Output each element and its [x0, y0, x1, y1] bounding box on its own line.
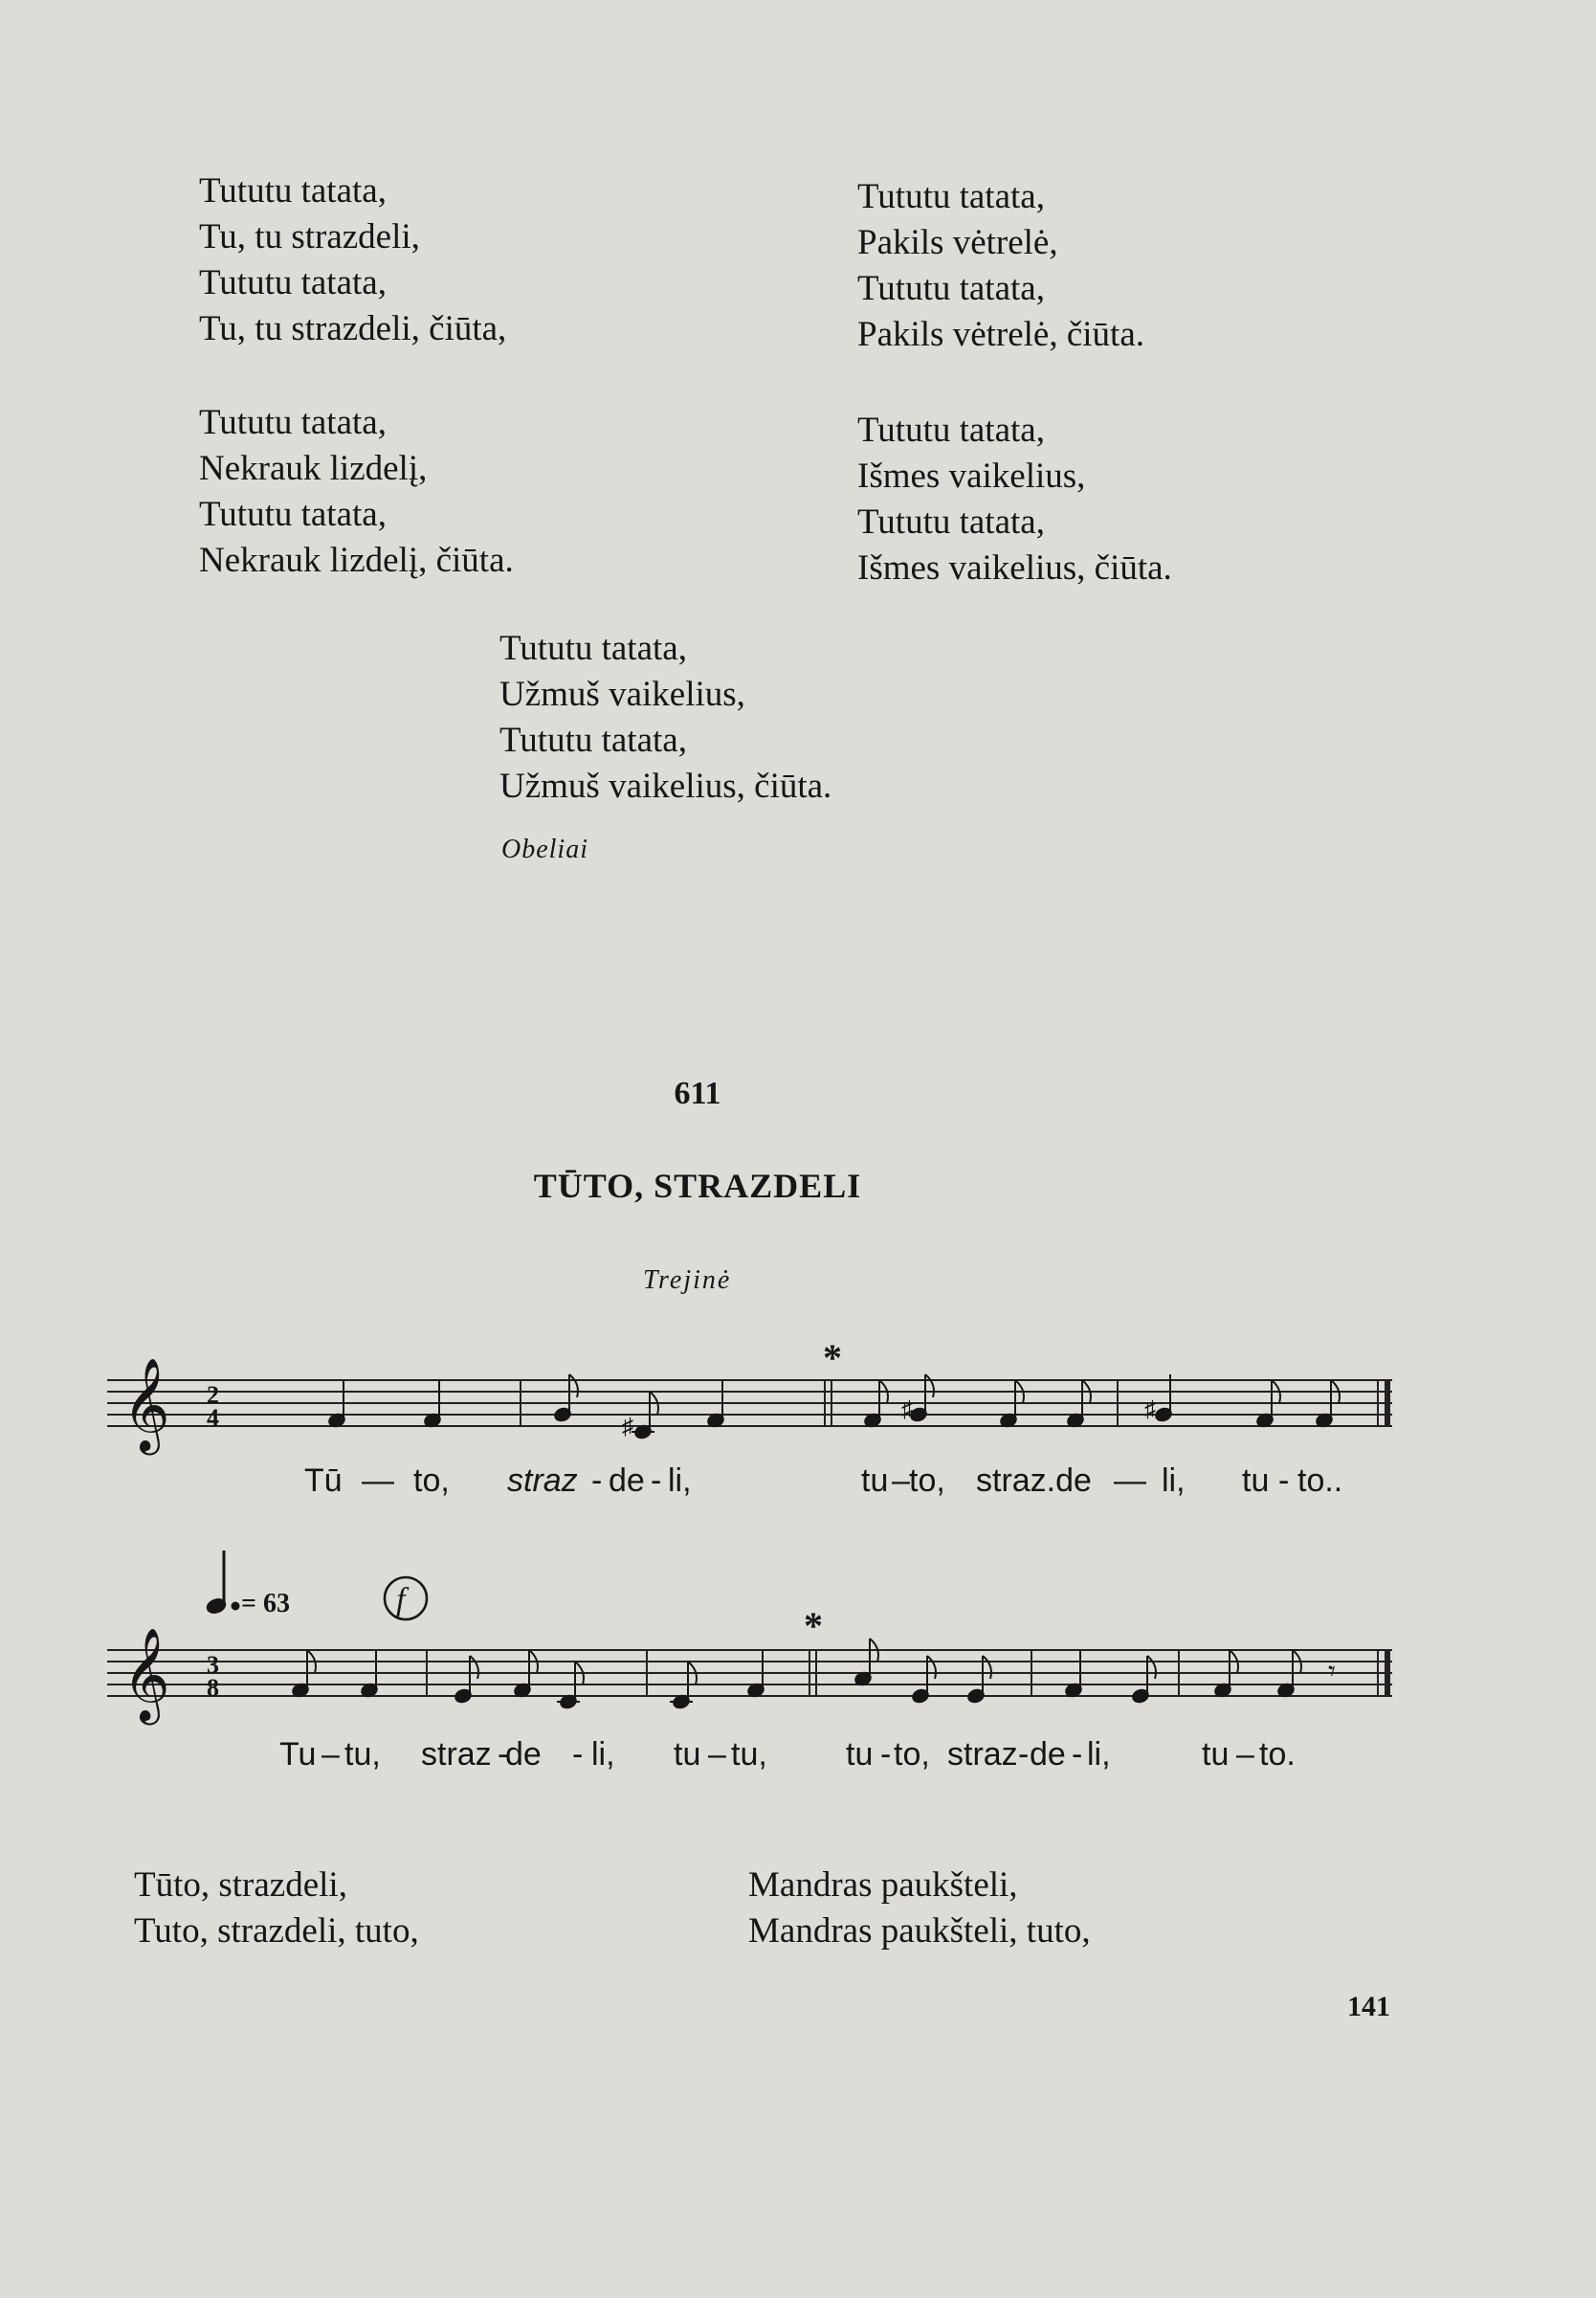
- lyric-syllable: tu: [1202, 1736, 1230, 1773]
- lyric-syllable: —: [1114, 1462, 1146, 1499]
- svg-text:♯: ♯: [1144, 1397, 1156, 1422]
- eighth-note: [632, 1392, 658, 1439]
- song-number: 611: [674, 1076, 721, 1111]
- stanza-3: [199, 400, 514, 584]
- verse-line: Tututu tatata,: [857, 502, 1045, 542]
- lyric-syllable: to,: [413, 1462, 450, 1499]
- tempo-word: Trejinė: [643, 1265, 732, 1295]
- lyric-syllable: -: [880, 1736, 892, 1773]
- stanza-2: [857, 174, 1144, 358]
- verse-line: Nekrauk lizdelį,: [199, 449, 428, 488]
- verse-line: Tu, tu strazdeli,: [199, 217, 420, 257]
- verse-line: Užmuš vaikelius, čiūta.: [499, 767, 832, 806]
- staff-lines: [107, 1380, 1392, 1426]
- verse-line: Tututu tatata,: [199, 403, 387, 442]
- lyric-syllable: -: [591, 1462, 603, 1499]
- quarter-note: [1064, 1650, 1082, 1698]
- music-staff-1: [0, 1321, 1596, 1512]
- verse-line: Tututu tatata,: [857, 411, 1045, 450]
- eighth-note: [863, 1380, 888, 1428]
- treble-clef-icon: 𝄞: [122, 1361, 170, 1450]
- quarter-note: [746, 1650, 765, 1698]
- quarter-note: [360, 1650, 378, 1698]
- lyric-syllable: -: [572, 1736, 584, 1773]
- eighth-rest-icon: 𝄾: [1328, 1656, 1336, 1687]
- verse-line: Mandras paukšteli,: [748, 1865, 1018, 1905]
- bottom-stanza-1: [134, 1863, 419, 1954]
- eighth-note: [513, 1650, 538, 1698]
- eighth-note: [291, 1650, 316, 1698]
- verse-line: Užmuš vaikelius,: [499, 675, 745, 714]
- time-signature-top: 2: [207, 1381, 219, 1409]
- lyric-syllable: tu: [1242, 1462, 1270, 1499]
- lyric-syllable: li,: [1162, 1462, 1186, 1499]
- stanza-1: [199, 168, 506, 352]
- lyric-syllable: li,: [591, 1736, 615, 1773]
- verse-line: Pakils vėtrelė, čiūta.: [857, 315, 1145, 354]
- eighth-note: [1315, 1380, 1340, 1428]
- lyric-syllable: -: [1018, 1736, 1030, 1773]
- lyric-syllable: de: [1030, 1736, 1066, 1773]
- lyric-syllable: –: [708, 1736, 726, 1773]
- quarter-note: [423, 1380, 441, 1428]
- lyric-syllable: —: [362, 1462, 394, 1499]
- verse-line: Tu, tu strazdeli, čiūta,: [199, 309, 507, 348]
- lyric-syllable: -: [1278, 1462, 1290, 1499]
- eighth-note: [999, 1380, 1024, 1428]
- lyric-syllable: -: [651, 1462, 662, 1499]
- treble-clef-icon: 𝄞: [122, 1631, 170, 1720]
- place-name: Obeliai: [501, 835, 588, 864]
- lyric-syllable: tu: [846, 1736, 874, 1773]
- lyric-syllable: li,: [1087, 1736, 1111, 1773]
- verse-line: Išmes vaikelius, čiūta.: [857, 548, 1172, 588]
- eighth-note: [557, 1662, 584, 1709]
- lyric-syllable: tu,: [731, 1736, 767, 1773]
- lyric-syllable: Tu: [279, 1736, 317, 1773]
- lyric-syllable: de: [505, 1736, 542, 1773]
- time-signature-top: 3: [207, 1651, 219, 1679]
- stanza-4: [857, 408, 1172, 591]
- notes: [327, 1374, 1340, 1439]
- lyric-syllable: to,: [894, 1736, 930, 1773]
- eighth-note: [1276, 1650, 1301, 1698]
- song-title: TŪTO, STRAZDELI: [533, 1167, 862, 1205]
- verse-line: Tututu tatata,: [499, 629, 687, 668]
- dynamic-mark: f: [396, 1582, 406, 1618]
- lyric-syllable: Tū: [304, 1462, 343, 1499]
- lyric-syllable: straz: [507, 1462, 578, 1499]
- lyric-syllable: de: [609, 1462, 645, 1499]
- lyric-syllable: tu: [674, 1736, 701, 1773]
- lyric-syllable: straz: [947, 1736, 1018, 1773]
- eighth-note: [853, 1639, 878, 1686]
- lyric-syllable: -: [498, 1736, 509, 1773]
- lyric-syllable: li,: [668, 1462, 692, 1499]
- lyric-syllable: –: [321, 1736, 340, 1773]
- asterisk-mark: *: [804, 1604, 823, 1647]
- verse-line: Pakils vėtrelė,: [857, 223, 1058, 262]
- time-signature-bottom: 8: [207, 1674, 219, 1702]
- verse-line: Tututu tatata,: [857, 177, 1045, 216]
- metronome-value: = 63: [241, 1589, 290, 1618]
- music-staff-2: [0, 1593, 1596, 1784]
- verse-line: Tuto, strazdeli, tuto,: [134, 1911, 419, 1951]
- page-number: 141: [1347, 1991, 1390, 2022]
- eighth-note: [1066, 1380, 1091, 1428]
- lyrics-staff-1: [304, 1462, 1342, 1499]
- svg-text:♯: ♯: [901, 1397, 913, 1422]
- quarter-note: [1154, 1374, 1172, 1422]
- lyric-syllable: –: [892, 1462, 910, 1499]
- verse-line: Tūto, strazdeli,: [134, 1865, 347, 1905]
- lyric-syllable: to..: [1297, 1462, 1343, 1499]
- quarter-note: [327, 1380, 345, 1428]
- verse-line: Mandras paukšteli, tuto,: [748, 1911, 1091, 1951]
- svg-text:♯: ♯: [622, 1415, 633, 1439]
- bottom-stanza-2: [748, 1863, 1091, 1954]
- quarter-note: [706, 1380, 724, 1428]
- time-signature-bottom: 4: [207, 1404, 219, 1432]
- lyric-syllable: straz.de: [976, 1462, 1092, 1499]
- verse-line: Nekrauk lizdelį, čiūta.: [199, 541, 514, 580]
- eighth-note: [670, 1662, 697, 1709]
- eighth-note: [1255, 1380, 1280, 1428]
- verse-line: Išmes vaikelius,: [857, 457, 1086, 496]
- asterisk-mark: *: [823, 1336, 842, 1379]
- verse-line: Tututu tatata,: [857, 269, 1045, 308]
- lyric-syllable: tu: [861, 1462, 889, 1499]
- verse-line: Tututu tatata,: [199, 171, 387, 211]
- stanza-5: [499, 626, 831, 810]
- lyric-syllable: -: [1072, 1736, 1083, 1773]
- lyric-syllable: to,: [909, 1462, 945, 1499]
- lyric-syllable: tu,: [344, 1736, 381, 1773]
- lyric-syllable: –: [1236, 1736, 1254, 1773]
- verse-line: Tututu tatata,: [199, 263, 387, 302]
- lyric-syllable: straz: [421, 1736, 492, 1773]
- lyric-syllable: to.: [1259, 1736, 1296, 1773]
- verse-line: Tututu tatata,: [499, 721, 687, 760]
- lyrics-staff-2: [279, 1736, 1296, 1773]
- verse-line: Tututu tatata,: [199, 495, 387, 534]
- eighth-note: [1213, 1650, 1238, 1698]
